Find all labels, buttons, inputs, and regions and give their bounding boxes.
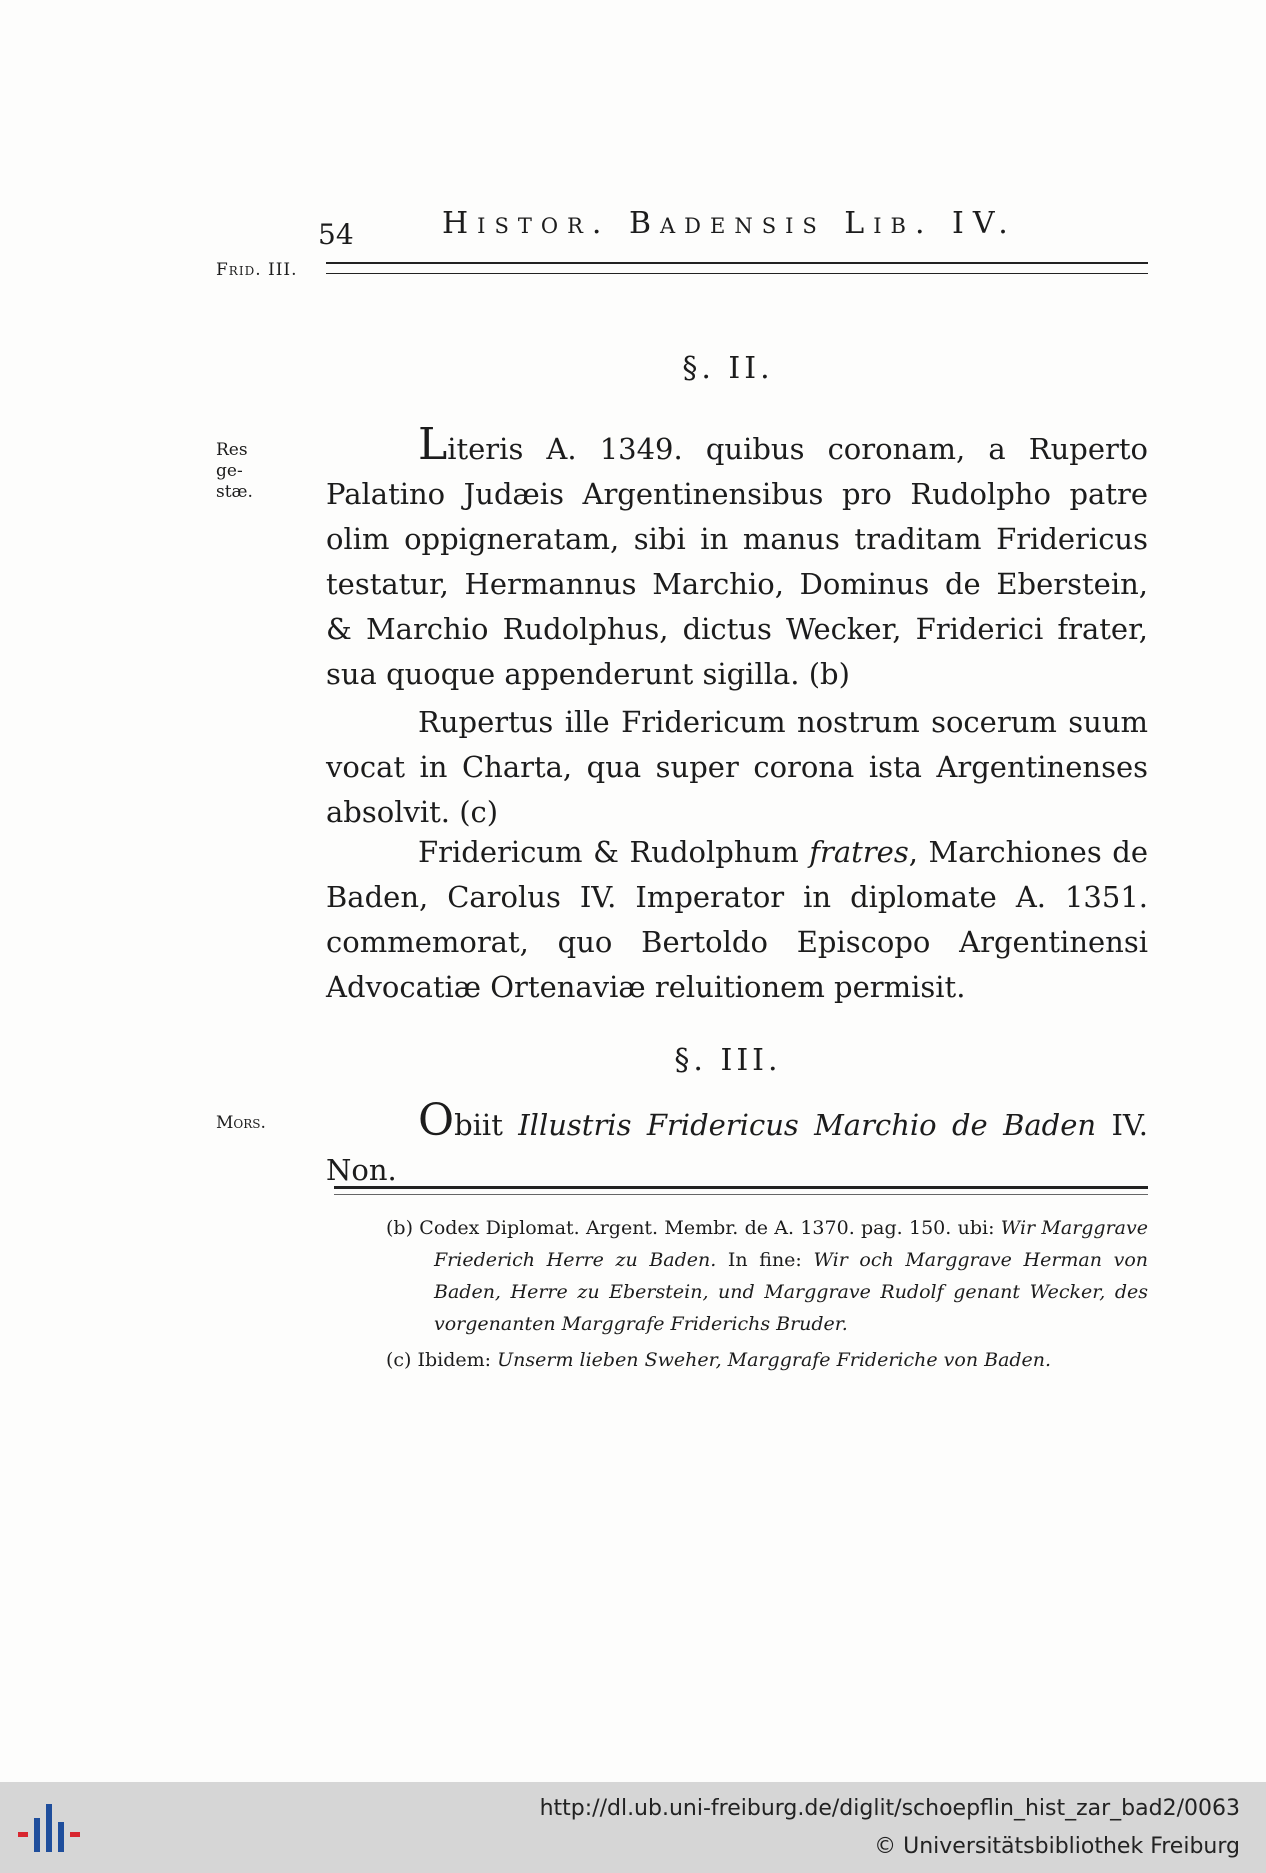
page-header [318,200,1148,256]
copyright-text: © Universitätsbibliothek Freiburg [874,1834,1240,1859]
margin-note-frid: Frid. III. [216,260,298,280]
footnote-c-mark: (c) [386,1349,412,1371]
footnote-c-italic: Unserm lieben Sweher, Marggrafe Frideriche von Baden. [497,1349,1052,1371]
paragraph-2 [326,700,1148,835]
paragraph-3-before: Fridericum & Rudolphum [418,835,810,869]
footnote-c-text: Ibidem: [417,1349,498,1371]
dropcap-o: O [418,1095,455,1146]
paragraph-4 [326,1095,1148,1193]
running-title: Histor. Badensis Lib. IV. [442,206,1017,241]
page-url-link[interactable]: http://dl.ub.uni-freiburg.de/diglit/schoepflin_hist_zar_bad2/0063 [539,1796,1240,1821]
header-rule [326,262,1148,274]
section-heading-2: §. II. [682,351,774,386]
margin-note-mors: Mors. [216,1113,266,1133]
viewer-footer-bar [0,1782,1266,1873]
footnote-b-mid: In fine: [716,1249,814,1271]
paragraph-4-text: biit [454,1108,519,1142]
section-heading-3: §. III. [674,1043,782,1078]
paragraph-3-after: , Marchiones de Baden, Carolus IV. Imperator in diplomate A. 1351. commemorat, quo Bertoldo Episcopo Argentinensi Advocatiæ Ortenaviæ reluitionem permisit. [326,835,1148,1004]
paragraph-1 [326,419,1148,697]
footnote-b [386,1212,1148,1340]
paragraph-3-italic: fratres [809,835,909,869]
paragraph-2-text: Rupertus ille Fridericum nostrum socerum suum vocat in Charta, qua super corona ista Argentinenses absolvit. (c) [326,705,1148,829]
footnote-rule [334,1186,1148,1195]
paragraph-1-text: iteris A. 1349. quibus coronam, a Ruperto Palatino Judæis Argentinensibus pro Rudolpho patre olim oppigneratam, sibi in manus traditam Fridericus testatur, Hermannus Marchio, Dominus de Eberstein, & Marchio Rudolphus, dictus Wecker, Friderici frater, sua quoque appenderunt sigilla. (b) [326,432,1148,691]
footnote-b-mark: (b) [386,1217,413,1239]
paragraph-4-after: IV. Non. [326,1108,1148,1187]
footnote-b-text: Codex Diplomat. Argent. Membr. de A. 1370. pag. 150. ubi: [419,1217,1001,1239]
paragraph-4-italic: Illustris Fridericus Marchio de Baden [518,1108,1097,1142]
footnote-b-italic-2: Wir och Marggrave Herman von Baden, Herre zu Eberstein, und Marggrave Rudolf genant Wecker, des vorgenanten Marggrafe Friderichs Bruder. [434,1249,1149,1335]
footnotes [386,1212,1148,1380]
ub-freiburg-logo-icon[interactable] [14,1796,84,1860]
dropcap-l: L [418,419,448,470]
margin-note-res-gestae [216,440,276,503]
footnote-c [386,1344,1148,1376]
footnote-b-italic-1: Wir Marggrave Friederich Herre zu Baden. [434,1217,1148,1271]
page-number: 54 [318,218,354,251]
paragraph-3 [326,830,1148,1010]
margin-note-res-gestae-text: Res ge- stæ. [216,440,253,502]
